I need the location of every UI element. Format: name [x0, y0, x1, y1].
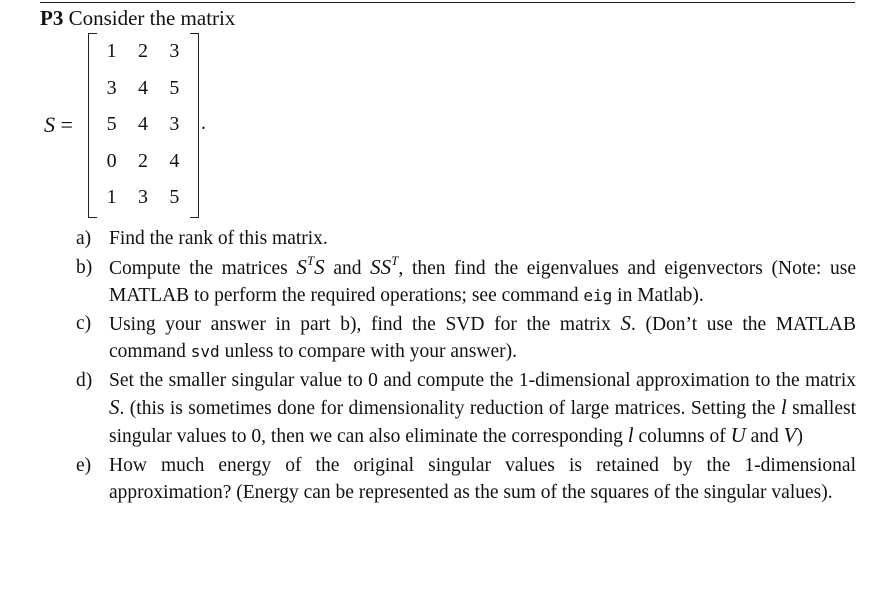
matrix-lhs — [44, 112, 73, 138]
matrix-cell: 5 — [169, 186, 180, 209]
math-var: S — [109, 395, 120, 419]
question-item-c — [76, 310, 856, 365]
matrix-equation — [0, 0, 890, 230]
item-text: smallest singular values to 0, then we can also eliminate the corresponding — [109, 398, 856, 447]
problem-tag: P3 — [40, 6, 64, 30]
math-var: S — [296, 255, 307, 279]
item-label: b) — [76, 257, 93, 278]
math-var: S — [620, 311, 631, 335]
item-label: a) — [76, 228, 92, 249]
item-text: . (Don’t use the MATLAB command — [109, 314, 856, 362]
matrix-cell: 4 — [169, 149, 180, 172]
math-var: SS — [370, 255, 392, 279]
matrix-cell: 4 — [137, 113, 148, 136]
matrix-symbol: S — [44, 112, 55, 137]
question-item-e — [76, 452, 856, 506]
matrix-cell: 2 — [137, 149, 148, 172]
item-label: e) — [76, 455, 92, 476]
matrix-cell: 2 — [137, 40, 148, 62]
math-var: U — [730, 423, 746, 447]
question-list — [76, 225, 856, 506]
item-text: , then find the eigenvalues and eigenvectors (Note: use MATLAB to perform the required operations; see command — [109, 258, 857, 306]
item-text: unless to compare with your answer). — [219, 341, 517, 362]
question-item-d — [76, 367, 856, 450]
code-eig: eig — [583, 286, 613, 305]
problem-intro: Consider the matrix — [68, 6, 236, 30]
math-var: l — [627, 423, 634, 447]
item-text: . (this is sometimes done for dimensionality reduction of large matrices. Setting the — [119, 398, 781, 419]
math-var: S — [314, 255, 325, 279]
matrix-cell: 4 — [137, 76, 148, 99]
question-item-a — [76, 225, 856, 252]
item-text: How much energy of the original singular values is retained by the 1-dimensional approximation? (Energy can be represented as the sum of the squares of the singular values). — [109, 455, 856, 503]
equals-sign: = — [60, 112, 73, 137]
matrix-cell: 3 — [169, 113, 180, 136]
item-text: in Matlab). — [612, 285, 704, 306]
matrix-cell: 3 — [169, 40, 180, 62]
item-text: Find the rank of this matrix. — [109, 228, 328, 249]
item-text: ) — [796, 426, 803, 447]
item-text: Using your answer in part b), find the SVD for the matrix — [109, 314, 621, 335]
matrix-cell: 5 — [169, 76, 180, 99]
math-var: V — [783, 423, 797, 447]
question-item-b — [76, 254, 856, 309]
matrix-cell: 3 — [137, 186, 148, 209]
item-text: Set the smaller singular value to 0 and compute the 1-dimensional approximation to the matrix — [109, 370, 856, 391]
item-text: columns of — [633, 426, 731, 447]
matrix-cell: 1 — [106, 40, 117, 62]
matrix-cell: 1 — [106, 186, 117, 209]
matrix-trailing-period: . — [201, 112, 206, 134]
item-text: and — [745, 426, 784, 447]
code-svd: svd — [190, 342, 220, 361]
math-var: l — [780, 395, 787, 419]
item-text: Compute the matrices — [109, 258, 297, 279]
matrix-entries — [96, 33, 190, 216]
item-label: d) — [76, 370, 93, 391]
item-label: c) — [76, 313, 92, 334]
right-bracket — [190, 33, 199, 218]
matrix-cell: 3 — [106, 76, 117, 99]
matrix-cell: 0 — [106, 149, 117, 172]
transpose-mark: T — [391, 253, 399, 268]
transpose-mark: T — [306, 253, 315, 268]
matrix-cell: 5 — [106, 113, 117, 136]
item-text: and — [324, 258, 371, 279]
